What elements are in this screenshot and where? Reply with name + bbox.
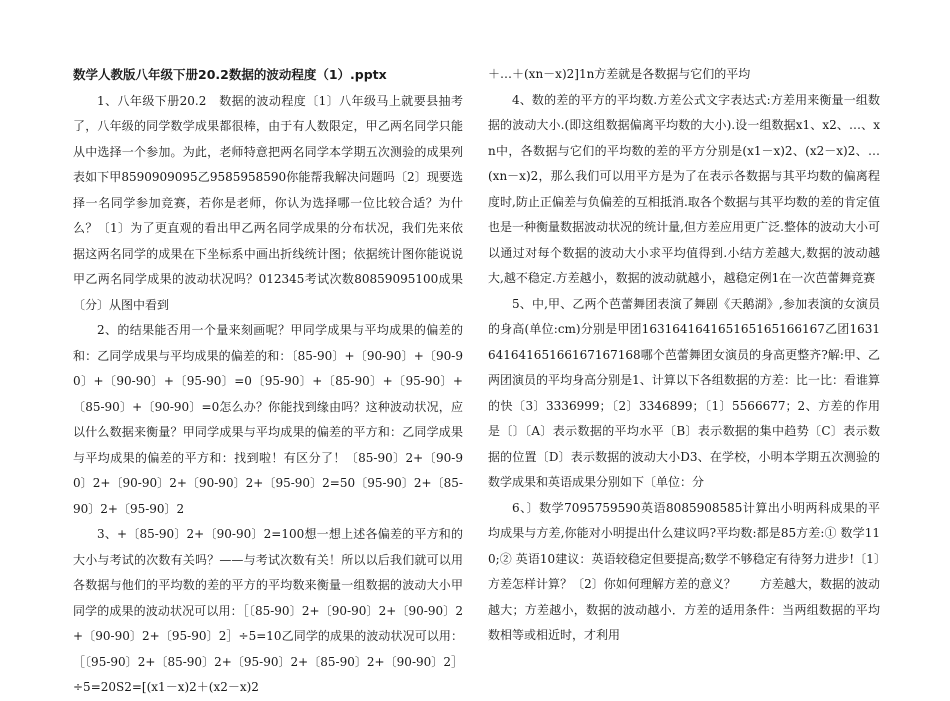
- paragraph-4: 4、数的差的平方的平均数.方差公式文字表达式:方差用来衡量一组数据的波动大小.(即这组数据偏离平均数的大小).设一组数据x1、x2、…、xn中，各数据与它们的平均数的差的平方分别是(x1－x)2、(x2－x)2、…(xn－x)2，那么我们可以用平方是为了在表示各数据与其平均数的偏离程度时,防止正偏差与负偏差的互相抵消.取各个数据与其平均数的差的肯定值也是一种衡量数据波动状况的统计量,但方差应用更广泛.整体的波动大小可以通过对每个数据的波动大小求平均值得到.小结方差越大,数据的波动越大,越不稳定.方差越小，数据的波动就越小，越稳定例1在一次芭蕾舞竞赛: [488, 92, 880, 285]
- paragraph-3-continued: ＋…＋(xn－x)2]1n方差就是各数据与它们的平均: [488, 67, 751, 81]
- paragraph-2: 2、的结果能否用一个量来刻画呢？甲同学成果与平均成果的偏差的和：乙同学成果与平均成果的偏差的和：〔85-90〕+〔90-90〕+〔90-90〕+〔90-90〕+〔95-90〕=0〔95-90〕+〔85-90〕+〔95-90〕+〔85-90〕+〔90-90〕=0怎么办？你能找到缘由吗？这种波动状况，应以什么数据来衡量？甲同学成果与平均成果的偏差的平方和：乙同学成果与平均成果的偏差的平方和：找到啦！有区分了！〔85-90〕2+〔90-90〕2+〔90-90〕2+〔90-90〕2+〔95-90〕2=50〔95-90〕2+〔85-90〕2+〔95-90〕2: [73, 323, 463, 516]
- right-column: [488, 62, 880, 649]
- left-column: [73, 62, 463, 701]
- document-title: 数学人教版八年级下册20.2数据的波动程度（1）.pptx: [73, 67, 387, 82]
- paragraph-1: 1、八年级下册20.2 数据的波动程度〔1〕八年级马上就要县抽考了，八年级的同学数学成果都很棒，由于有人数限定，甲乙两名同学只能从中选择一个参加。为此，老师特意把两名同学本学期五次测验的成果列表如下甲8590909095乙9585958590你能帮我解决问题吗〔2〕现要选择一名同学参加竞赛，若你是老师，你认为选择哪一位比较合适？为什么？〔1〕为了更直观的看出甲乙两名同学成果的分布状况，我们先来依据这两名同学的成果在下坐标系中画出折线统计图；依据统计图你能说说甲乙两名同学成果的波动状况吗？012345考试次数80859095100成果〔分〕从图中看到: [73, 93, 463, 312]
- paragraph-3: 3、+〔85-90〕2+〔90-90〕2=100想一想上述各偏差的平方和的大小与考试的次数有关吗？——与考试次数有关！所以以后我们就可以用各数据与他们的平均数的差的平方的平均数来衡量一组数据的波动大小甲同学的成果的波动状况可以用：［〔85-90〕2+〔90-90〕2+〔90-90〕2+〔90-90〕2+〔95-90〕2］÷5=10乙同学的成果的波动状况可以用：［〔95-90〕2+〔85-90〕2+〔95-90〕2+〔85-90〕2+〔90-90〕2］÷5=20S2=[(x1－x)2＋(x2－x)2: [73, 527, 463, 694]
- paragraph-6: 6、〕数学7095759590英语8085908585计算出小明两科成果的平均成果与方差,你能对小明提出什么建议吗?平均数:都是85方差:① 数学110;② 英语10建议：英语较稳定但要提高;数学不够稳定有待努力进步!〔1〕方差怎样计算？〔2〕你如何理解方差的意义？ 方差越大，数据的波动越大；方差越小，数据的波动越小．方差的适用条件：当两组数据的平均数相等或相近时，才利用: [488, 500, 880, 642]
- paragraph-5: 5、中,甲、乙两个芭蕾舞团表演了舞剧《天鹅湖》,参加表演的女演员的身高(单位:cm)分别是甲团163164164165165165166167乙团163164164165166167167168哪个芭蕾舞团女演员的身高更整齐?解:甲、乙两团演员的平均身高分别是1、计算以下各组数据的方差：比一比：看谁算的快〔3〕3336999；〔2〕3346899；〔1〕5566677；2、方差的作用是〔〕〔A〕表示数据的平均水平〔B〕表示数据的集中趋势〔C〕表示数据的位置〔D〕表示数据的波动大小D3、在学校，小明本学期五次测验的数学成果和英语成果分别如下〔单位：分: [488, 296, 880, 489]
